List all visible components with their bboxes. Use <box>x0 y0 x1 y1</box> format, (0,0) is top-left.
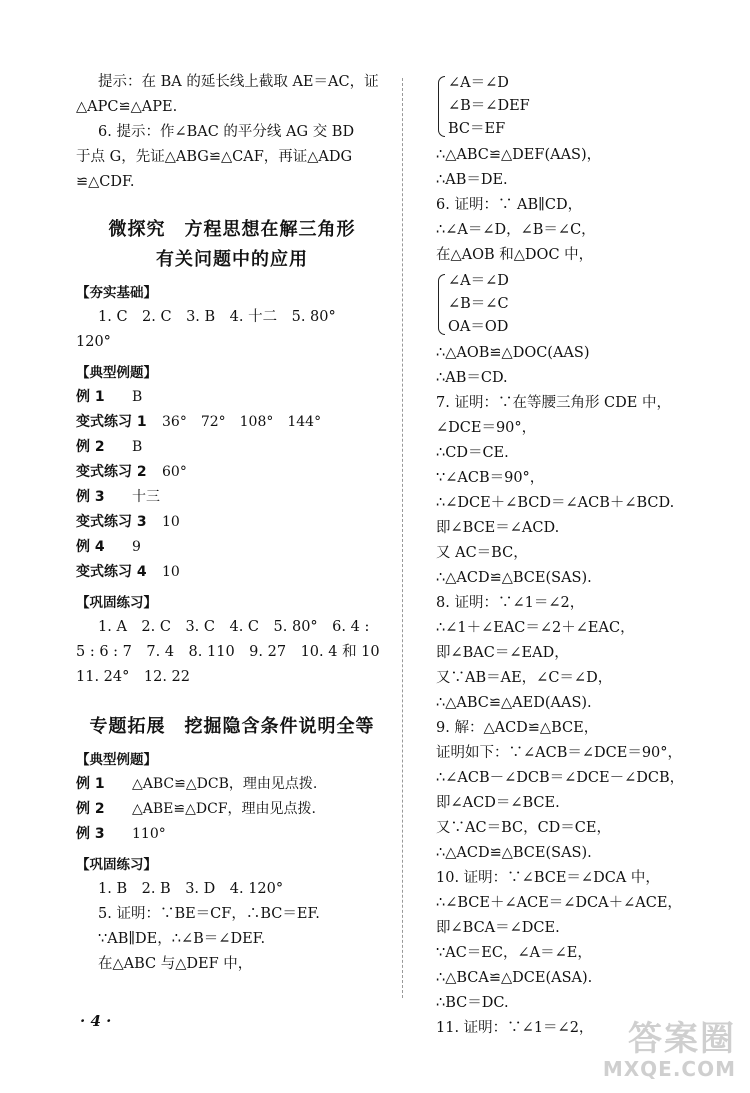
proof-line: ∴AB＝CD. <box>436 370 508 386</box>
section2-practice-block <box>76 877 388 977</box>
proof-line: 11. 证明：∵∠1＝∠2， <box>436 1020 594 1036</box>
proof-line: 10. 证明：∵∠BCE＝∠DCA 中， <box>436 870 660 886</box>
answer-value: 10 <box>162 564 180 580</box>
proof-line: ∴△ABC≌△DEF(AAS)， <box>436 147 602 163</box>
proof-line: 9. 解：△ACD≌△BCE， <box>436 720 599 736</box>
proof-line: ∴△BCA≌△DCE(ASA). <box>436 970 593 986</box>
proof-line: 即∠BCA＝∠DCE. <box>436 920 560 936</box>
basics-line: 1. C 2. C 3. B 4. 十二 5. 80° <box>98 309 336 325</box>
practice-line: 11. 24° 12. 22 <box>76 669 190 685</box>
answer-label: 例 1 <box>76 776 105 792</box>
proof-line: ∴∠ACB－∠DCB＝∠DCE－∠DCB， <box>436 770 685 786</box>
equation-line: BC＝EF <box>448 121 506 137</box>
section2-examples-block <box>76 772 388 847</box>
answer-row <box>76 822 388 847</box>
answer-value: B <box>132 439 143 455</box>
answer-label: 例 2 <box>76 801 105 817</box>
section1-heading-practice: 【巩固练习】 <box>76 595 157 611</box>
equation-line: ∠A＝∠D <box>448 273 509 289</box>
proof-line: ∴∠DCE＋∠BCD＝∠ACB＋∠BCD. <box>436 495 675 511</box>
proof-line: 即∠BCE＝∠ACD. <box>436 520 560 536</box>
hint-line: ≌△CDF. <box>76 174 135 190</box>
section1-examples-block <box>76 385 388 585</box>
section1-title-line: 微探究 方程思想在解三角形 <box>108 219 356 240</box>
answer-label: 例 2 <box>76 439 105 455</box>
answer-value: 36° 72° 108° 144° <box>162 414 322 430</box>
proof-line: 又∵AB＝AE，∠C＝∠D， <box>436 670 613 686</box>
proof-line: 证明如下：∵∠ACB＝∠DCE＝90°， <box>436 745 683 761</box>
equation-brace-group <box>436 270 736 339</box>
proof-line: ∠DCE＝90°， <box>436 420 537 436</box>
equation-line: OA＝OD <box>448 319 509 335</box>
answer-value: △ABC≌△DCB，理由见点拨. <box>132 776 318 792</box>
proof-line: ∴∠A＝∠D，∠B＝∠C， <box>436 222 596 238</box>
answer-label: 例 4 <box>76 539 105 555</box>
answer-value: △ABE≌△DCF，理由见点拨. <box>132 801 316 817</box>
answer-label: 例 3 <box>76 489 105 505</box>
watermark-logo <box>603 1021 736 1081</box>
proof-line: 7. 证明：∵在等腰三角形 CDE 中， <box>436 395 671 411</box>
proof-line: ∵AC＝EC，∠A＝∠E， <box>436 945 592 961</box>
answer-row <box>76 797 388 822</box>
section1-heading-basics: 【夯实基础】 <box>76 285 157 301</box>
equation-line: ∠B＝∠DEF <box>448 98 530 114</box>
proof-line: 8. 证明：∵∠1＝∠2， <box>436 595 585 611</box>
proof-line: 在△AOB 和△DOC 中， <box>436 247 594 263</box>
hint-line: △APC≌△APE. <box>76 99 178 115</box>
proof-line: 又 AC＝BC， <box>436 545 528 561</box>
answer-label: 变式练习 3 <box>76 514 147 530</box>
answer-label: 变式练习 1 <box>76 414 147 430</box>
answer-row <box>76 385 388 410</box>
answer-label: 变式练习 4 <box>76 564 147 580</box>
answer-value: 9 <box>132 539 141 555</box>
section1-practice-block <box>76 615 388 690</box>
equation-brace-group <box>436 72 736 141</box>
left-column <box>76 70 388 977</box>
answer-row <box>76 410 388 435</box>
proof-block <box>436 143 736 268</box>
answer-row <box>76 560 388 585</box>
proof-line: ∴△ACD≌△BCE(SAS). <box>436 570 592 586</box>
section2-title: 专题拓展 挖掘隐含条件说明全等 <box>89 716 375 737</box>
answer-row <box>76 772 388 797</box>
answer-label: 例 3 <box>76 826 105 842</box>
proof-line: ∴AB＝DE. <box>436 172 508 188</box>
hint-line: 提示：在 BA 的延长线上截取 AE＝AC，证 <box>98 74 379 90</box>
practice-line: 在△ABC 与△DEF 中， <box>98 956 253 972</box>
proof-line: 即∠ACD＝∠BCE. <box>436 795 560 811</box>
answer-row <box>76 485 388 510</box>
proof-line: ∴△AOB≌△DOC(AAS) <box>436 345 590 361</box>
practice-line: 5. 证明：∵BE＝CF，∴BC＝EF. <box>98 906 320 922</box>
column-divider <box>402 78 403 998</box>
answer-value: 60° <box>162 464 187 480</box>
page-number: · 4 · <box>80 1012 112 1030</box>
hint-line: 6. 提示：作∠BAC 的平分线 AG 交 BD <box>98 124 355 140</box>
proof-line: ∴△ABC≌△AED(AAS). <box>436 695 592 711</box>
section1-title-line: 有关问题中的应用 <box>156 249 308 270</box>
practice-line: 1. A 2. C 3. C 4. C 5. 80° 6. 4 : <box>98 619 370 635</box>
right-column <box>436 70 736 1041</box>
answer-label: 变式练习 2 <box>76 464 147 480</box>
proof-line: ∴△ACD≌△BCE(SAS). <box>436 845 592 861</box>
practice-line: 1. B 2. B 3. D 4. 120° <box>98 881 284 897</box>
answer-value: 十三 <box>132 489 160 505</box>
proof-line: ∴∠BCE＋∠ACE＝∠DCA＋∠ACE， <box>436 895 682 911</box>
answer-row <box>76 435 388 460</box>
answer-value: 10 <box>162 514 180 530</box>
practice-line: ∵AB∥DE，∴∠B＝∠DEF. <box>98 931 266 947</box>
proof-block <box>436 341 736 1041</box>
answer-row <box>76 510 388 535</box>
equation-line: ∠A＝∠D <box>448 75 509 91</box>
proof-line: ∴CD＝CE. <box>436 445 509 461</box>
answer-row <box>76 535 388 560</box>
answer-value: B <box>132 389 143 405</box>
proof-line: 又∵AC＝BC，CD＝CE， <box>436 820 611 836</box>
hint-line: 于点 G，先证△ABG≌△CAF，再证△ADG <box>76 149 353 165</box>
watermark-url: MXQE.COM <box>602 1057 736 1081</box>
watermark-text: 答案圈 <box>628 1019 736 1059</box>
proof-line: ∴∠1＋∠EAC＝∠2＋∠EAC， <box>436 620 635 636</box>
left-intro-block <box>76 70 388 195</box>
equation-line: ∠B＝∠C <box>448 296 509 312</box>
answer-label: 例 1 <box>76 389 105 405</box>
basics-line: 120° <box>76 334 111 350</box>
section2-heading-practice: 【巩固练习】 <box>76 857 157 873</box>
section2-heading-examples: 【典型例题】 <box>76 752 157 768</box>
answer-value: 110° <box>132 826 166 842</box>
practice-line: 5 : 6 : 7 7. 4 8. 110 9. 27 10. 4 和 10 <box>76 644 380 660</box>
section1-title <box>76 215 388 275</box>
proof-line: ∵∠ACB＝90°， <box>436 470 545 486</box>
proof-line: ∴BC＝DC. <box>436 995 509 1011</box>
section1-heading-examples: 【典型例题】 <box>76 365 157 381</box>
answer-row <box>76 460 388 485</box>
proof-line: 即∠BAC＝∠EAD， <box>436 645 569 661</box>
section1-basics-block <box>76 305 388 355</box>
proof-line: 6. 证明：∵ AB∥CD， <box>436 197 583 213</box>
